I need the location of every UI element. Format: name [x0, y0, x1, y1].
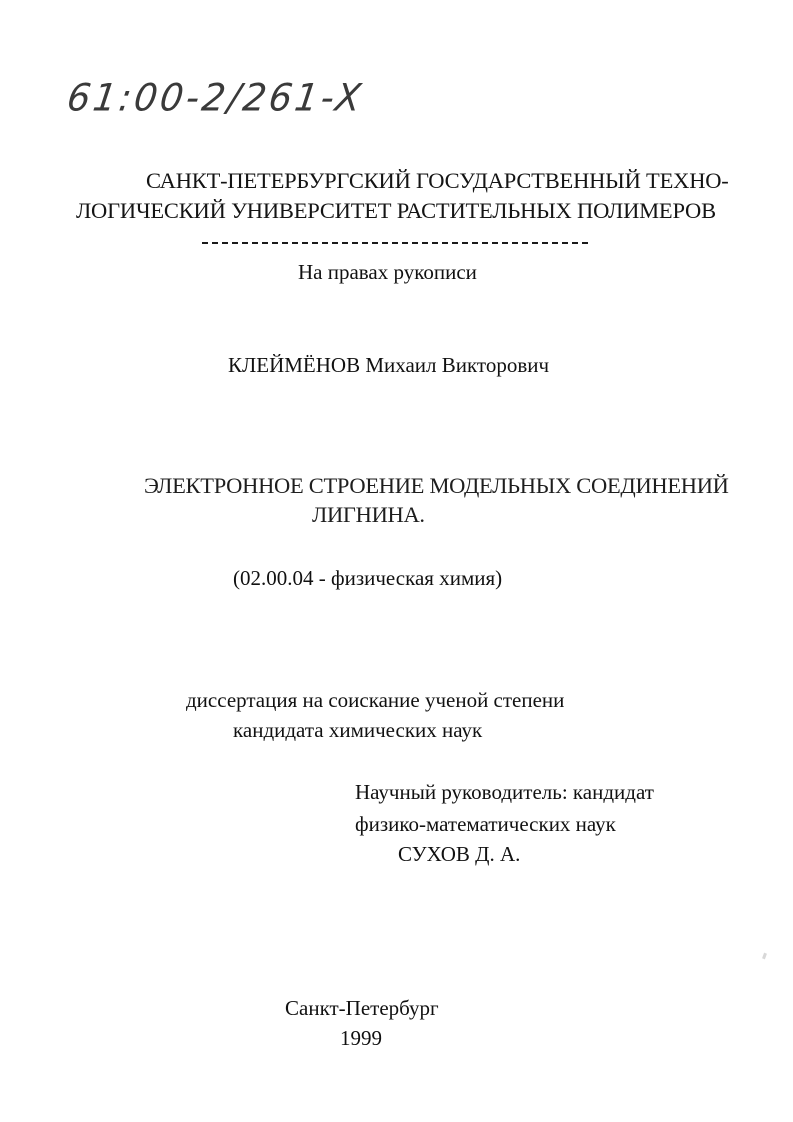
degree-line-2: кандидата химических наук: [233, 718, 483, 742]
thesis-title-line-2: ЛИГНИНА.: [312, 502, 425, 527]
manuscript-note: На правах рукописи: [298, 260, 477, 284]
institution-line-1: САНКТ-ПЕТЕРБУРГСКИЙ ГОСУДАРСТВЕННЫЙ ТЕХНО-: [146, 168, 729, 193]
author-name: КЛЕЙМЁНОВ Михаил Викторович: [228, 353, 550, 377]
supervisor-line-2: физико-математических наук: [355, 812, 616, 836]
city: Санкт-Петербург: [285, 996, 439, 1020]
supervisor-name: СУХОВ Д. А.: [398, 842, 521, 866]
scan-artifact: [762, 953, 767, 960]
thesis-title-line-1: ЭЛЕКТРОННОЕ СТРОЕНИЕ МОДЕЛЬНЫХ СОЕДИНЕНИЙ: [144, 473, 729, 498]
dashed-separator: [202, 242, 588, 244]
specialty-code: (02.00.04 - физическая химия): [233, 566, 503, 590]
year: 1999: [340, 1026, 382, 1050]
institution-line-2: ЛОГИЧЕСКИЙ УНИВЕРСИТЕТ РАСТИТЕЛЬНЫХ ПОЛИМЕРОВ: [76, 198, 716, 223]
supervisor-line-1: Научный руководитель: кандидат: [355, 780, 654, 804]
archive-code-handwritten: 61:00-2/261-X: [64, 76, 367, 120]
degree-line-1: диссертация на соискание ученой степени: [186, 688, 565, 712]
